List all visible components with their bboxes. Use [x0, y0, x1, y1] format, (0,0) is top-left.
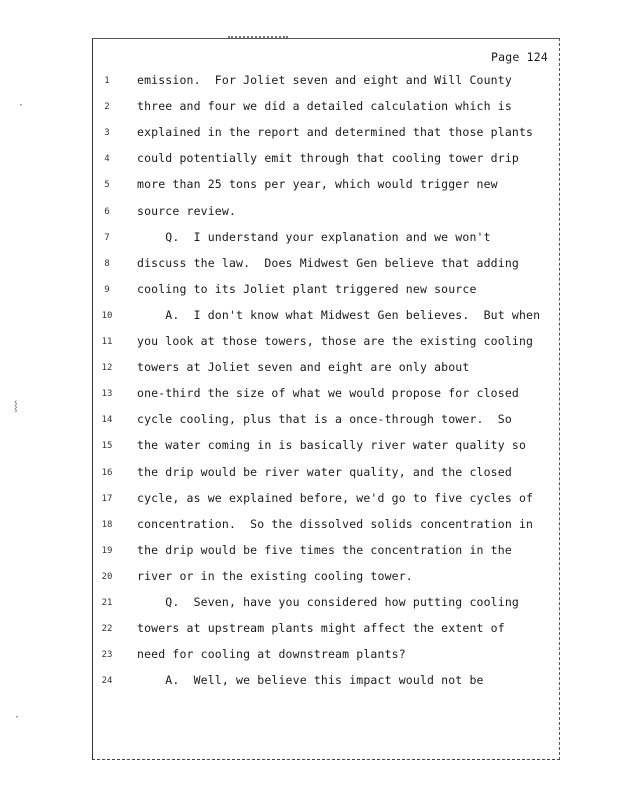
- line-number: 8: [104, 258, 110, 269]
- line-number: 20: [101, 571, 113, 582]
- line-number: 6: [104, 206, 110, 217]
- transcript-line: [0, 281, 618, 299]
- line-number: 23: [101, 650, 113, 661]
- line-text: concentration. So the dissolved solids concentration in: [137, 516, 534, 531]
- line-number: 9: [104, 284, 110, 295]
- line-text: more than 25 tons per year, which would trigger new: [137, 177, 498, 192]
- margin-mark: ·: [18, 100, 25, 111]
- transcript-line: [0, 516, 618, 534]
- transcript-line: [0, 98, 618, 116]
- line-number: 18: [101, 519, 113, 530]
- transcript-line: [0, 255, 618, 273]
- transcript-line: [0, 307, 618, 325]
- line-text: river or in the existing cooling tower.: [137, 568, 413, 583]
- line-text: the water coming in is basically river water quality so: [137, 438, 527, 453]
- line-number: 21: [101, 598, 113, 608]
- line-text: need for cooling at downstream plants?: [137, 647, 406, 662]
- transcript-line: [0, 203, 618, 221]
- transcript-line: [0, 490, 618, 508]
- line-number: 13: [101, 389, 113, 400]
- line-text: A. I don't know what Midwest Gen believes. But when: [137, 307, 541, 322]
- line-number: 19: [101, 545, 113, 556]
- page-top-mark: [228, 36, 288, 38]
- line-number: 22: [101, 624, 113, 635]
- transcript-line: [0, 568, 618, 586]
- line-number: 12: [101, 363, 113, 374]
- line-number: 11: [101, 337, 113, 347]
- line-number: 17: [101, 493, 113, 504]
- line-number: 5: [104, 180, 110, 191]
- page-number: Page 124: [491, 50, 548, 64]
- transcript-line: [0, 229, 618, 247]
- line-text: the drip would be river water quality, and the closed: [137, 464, 512, 479]
- line-text: towers at Joliet seven and eight are only about: [137, 360, 470, 375]
- transcript-line: [0, 176, 618, 194]
- transcript-line: [0, 646, 618, 664]
- margin-mark: ⸾: [14, 401, 18, 412]
- line-text: towers at upstream plants might affect the extent of: [137, 621, 505, 636]
- line-number: 1: [104, 76, 110, 86]
- line-text: you look at those towers, those are the existing cooling: [137, 334, 534, 348]
- line-text: one-third the size of what we would propose for closed: [137, 386, 519, 401]
- line-number: 7: [104, 232, 110, 243]
- line-text: Q. I understand your explanation and we won't: [137, 229, 491, 244]
- transcript-line: [0, 359, 618, 377]
- line-text: A. Well, we believe this impact would not be: [137, 673, 484, 688]
- line-text: cycle, as we explained before, we'd go to five cycles of: [137, 490, 534, 505]
- line-number: 2: [104, 102, 110, 113]
- line-text: source review.: [137, 203, 237, 218]
- line-text: the drip would be five times the concentration in the: [137, 542, 512, 557]
- transcript-line: [0, 437, 618, 455]
- line-text: Q. Seven, have you considered how putting cooling: [137, 595, 519, 609]
- line-number: 24: [101, 676, 113, 687]
- line-number: 10: [101, 310, 113, 321]
- line-number: 15: [101, 441, 113, 452]
- transcript-line: [0, 411, 618, 429]
- line-number: 14: [101, 415, 113, 426]
- line-text: explained in the report and determined that those plants: [137, 125, 534, 140]
- transcript-line: [0, 72, 618, 90]
- transcript-line: [0, 620, 618, 638]
- transcript-line: [0, 150, 618, 168]
- transcript-line: [0, 594, 618, 612]
- line-text: discuss the law. Does Midwest Gen believe that adding: [137, 255, 519, 270]
- line-text: three and four we did a detailed calculation which is: [137, 99, 512, 114]
- transcript-line: [0, 464, 618, 482]
- line-text: cycle cooling, plus that is a once-through tower. So: [137, 412, 512, 427]
- line-number: 3: [104, 128, 110, 139]
- transcript-line: [0, 333, 618, 351]
- transcript-line: [0, 672, 618, 690]
- line-text: cooling to its Joliet plant triggered new source: [137, 281, 477, 296]
- transcript-line: [0, 542, 618, 560]
- line-number: 4: [104, 154, 110, 165]
- transcript-line: [0, 124, 618, 142]
- line-text: could potentially emit through that cooling tower drip: [137, 151, 519, 166]
- line-number: 16: [101, 467, 113, 478]
- line-text: emission. For Joliet seven and eight and Will County: [137, 73, 512, 87]
- margin-mark: ·: [14, 712, 21, 723]
- transcript-line: [0, 385, 618, 403]
